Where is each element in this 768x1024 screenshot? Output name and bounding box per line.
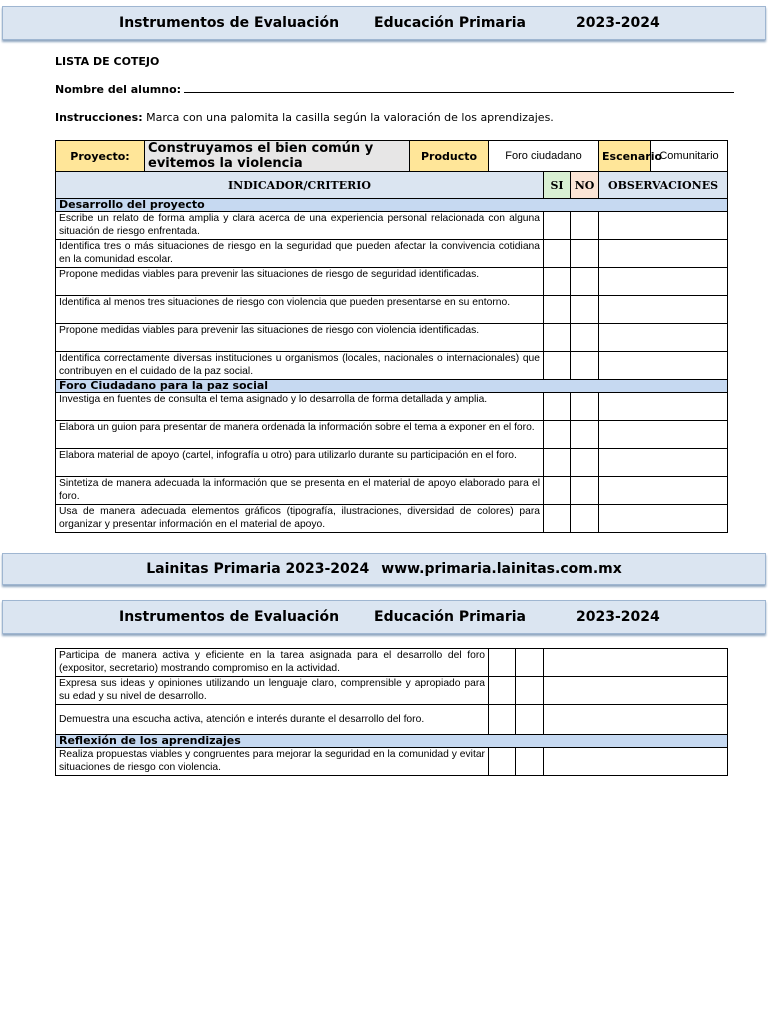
table-row [56,240,728,268]
si-checkbox[interactable] [489,705,516,735]
observations-cell[interactable] [599,477,728,505]
si-checkbox[interactable] [544,296,571,324]
no-checkbox[interactable] [571,212,599,240]
si-checkbox[interactable] [544,505,571,533]
header-title: Instrumentos de Evaluación [119,609,340,625]
criteria-header: INDICADOR/CRITERIO [56,172,544,199]
criterion-text: Usa de manera adecuada elementos gráficos (tipografía, ilustraciones, diversidad de colores) para organizar y presentar información en el material de apoyo. [56,505,544,533]
no-checkbox[interactable] [571,268,599,296]
scenario-value: Comunitario [651,141,728,172]
si-checkbox[interactable] [544,393,571,421]
observations-cell[interactable] [599,324,728,352]
observations-cell[interactable] [544,649,728,677]
instructions-row [55,111,554,124]
footer-banner [2,553,766,585]
observations-cell[interactable] [599,352,728,380]
scenario-label: Escenario [599,141,651,172]
table-row [56,352,728,380]
observations-cell[interactable] [544,677,728,705]
table-row [56,705,728,735]
doc-title: LISTA DE COTEJO [55,55,160,68]
table-header-row [56,172,728,199]
product-value: Foro ciudadano [489,141,599,172]
no-checkbox[interactable] [571,324,599,352]
section-title: Desarrollo del proyecto [56,199,728,212]
product-label: Producto [410,141,489,172]
table-row [56,324,728,352]
observations-cell[interactable] [599,240,728,268]
criterion-text: Elabora un guion para presentar de manera ordenada la información sobre el tema a exponer en el foro. [56,421,544,449]
table-row [56,477,728,505]
observations-cell[interactable] [599,393,728,421]
instructions-text: Marca con una palomita la casilla según la valoración de los aprendizajes. [146,111,554,124]
no-checkbox[interactable] [571,352,599,380]
observations-header: OBSERVACIONES [599,172,728,199]
section-title: Foro Ciudadano para la paz social [56,380,728,393]
si-checkbox[interactable] [544,240,571,268]
header-banner [2,6,766,40]
student-name-field[interactable] [184,83,734,93]
table-row [56,505,728,533]
si-checkbox[interactable] [544,421,571,449]
section-row [56,380,728,393]
observations-cell[interactable] [544,705,728,735]
header-level: Educación Primaria [374,15,527,31]
section-title: Reflexión de los aprendizajes [56,735,728,748]
si-checkbox[interactable] [489,649,516,677]
table-row [56,268,728,296]
criterion-text: Realiza propuestas viables y congruentes para mejorar la seguridad en la comunidad y evitar situaciones de riesgo con violencia. [56,748,489,776]
table-row [56,212,728,240]
observations-cell[interactable] [599,421,728,449]
header-year: 2023-2024 [576,15,660,31]
no-checkbox[interactable] [516,705,544,735]
header-year: 2023-2024 [576,609,660,625]
table-row [56,393,728,421]
criterion-text: Propone medidas viables para prevenir las situaciones de riesgo con violencia identificadas. [56,324,544,352]
instructions-label: Instrucciones: [55,111,143,124]
no-checkbox[interactable] [516,677,544,705]
si-checkbox[interactable] [489,677,516,705]
si-checkbox[interactable] [489,748,516,776]
si-checkbox[interactable] [544,268,571,296]
table-row [56,296,728,324]
observations-cell[interactable] [599,449,728,477]
footer-url: www.primaria.lainitas.com.mx [381,561,622,577]
no-checkbox[interactable] [571,477,599,505]
no-checkbox[interactable] [571,421,599,449]
si-checkbox[interactable] [544,477,571,505]
criterion-text: Identifica correctamente diversas instituciones u organismos (locales, nacionales o internacionales) que contribuyen en el cuidado de la paz social. [56,352,544,380]
si-checkbox[interactable] [544,352,571,380]
table-row [56,649,728,677]
no-checkbox[interactable] [571,393,599,421]
no-checkbox[interactable] [571,296,599,324]
criterion-text: Expresa sus ideas y opiniones utilizando un lenguaje claro, comprensible y apropiado para su edad y su nivel de desarrollo. [56,677,489,705]
criterion-text: Identifica al menos tres situaciones de riesgo con violencia que pueden presentarse en su entorno. [56,296,544,324]
si-checkbox[interactable] [544,324,571,352]
si-header: SI [544,172,571,199]
criterion-text: Demuestra una escucha activa, atención e interés durante el desarrollo del foro. [56,705,489,735]
table-row [56,421,728,449]
criterion-text: Investiga en fuentes de consulta el tema asignado y lo desarrolla de forma detallada y amplia. [56,393,544,421]
observations-cell[interactable] [599,268,728,296]
criterion-text: Escribe un relato de forma amplia y clara acerca de una experiencia personal relacionada con alguna situación de riesgo enfrentada. [56,212,544,240]
criterion-text: Elabora material de apoyo (cartel, infografía u otro) para utilizarlo durante su participación en el foro. [56,449,544,477]
observations-cell[interactable] [599,505,728,533]
table-row [56,449,728,477]
project-row [56,141,728,172]
no-checkbox[interactable] [571,449,599,477]
observations-cell[interactable] [599,296,728,324]
observations-cell[interactable] [599,212,728,240]
header-banner-page2 [2,600,766,634]
no-checkbox[interactable] [571,505,599,533]
table-row [56,677,728,705]
no-header: NO [571,172,599,199]
project-label: Proyecto: [56,141,145,172]
criterion-text: Propone medidas viables para prevenir las situaciones de riesgo de seguridad identificadas. [56,268,544,296]
no-checkbox[interactable] [516,649,544,677]
section-row [56,199,728,212]
checklist-table-page1 [55,140,728,533]
footer-brand: Lainitas Primaria 2023-2024 [146,561,370,577]
checklist-table-page2 [55,648,728,776]
header-title: Instrumentos de Evaluación [119,15,340,31]
observations-cell[interactable] [544,748,728,776]
section-row [56,735,728,748]
si-checkbox[interactable] [544,449,571,477]
no-checkbox[interactable] [516,748,544,776]
criterion-text: Identifica tres o más situaciones de riesgo en la seguridad que pueden afectar la convivencia cotidiana en la comunidad escolar. [56,240,544,268]
student-name-row [55,83,734,96]
si-checkbox[interactable] [544,212,571,240]
student-name-label: Nombre del alumno: [55,83,182,96]
table-row [56,748,728,776]
header-level: Educación Primaria [374,609,527,625]
no-checkbox[interactable] [571,240,599,268]
criterion-text: Sintetiza de manera adecuada la información que se presenta en el material de apoyo elaborado para el foro. [56,477,544,505]
criterion-text: Participa de manera activa y eficiente en la tarea asignada para el desarrollo del foro (expositor, secretario) mostrando compromiso en la actividad. [56,649,489,677]
project-value: Construyamos el bien común y evitemos la violencia [145,141,410,172]
